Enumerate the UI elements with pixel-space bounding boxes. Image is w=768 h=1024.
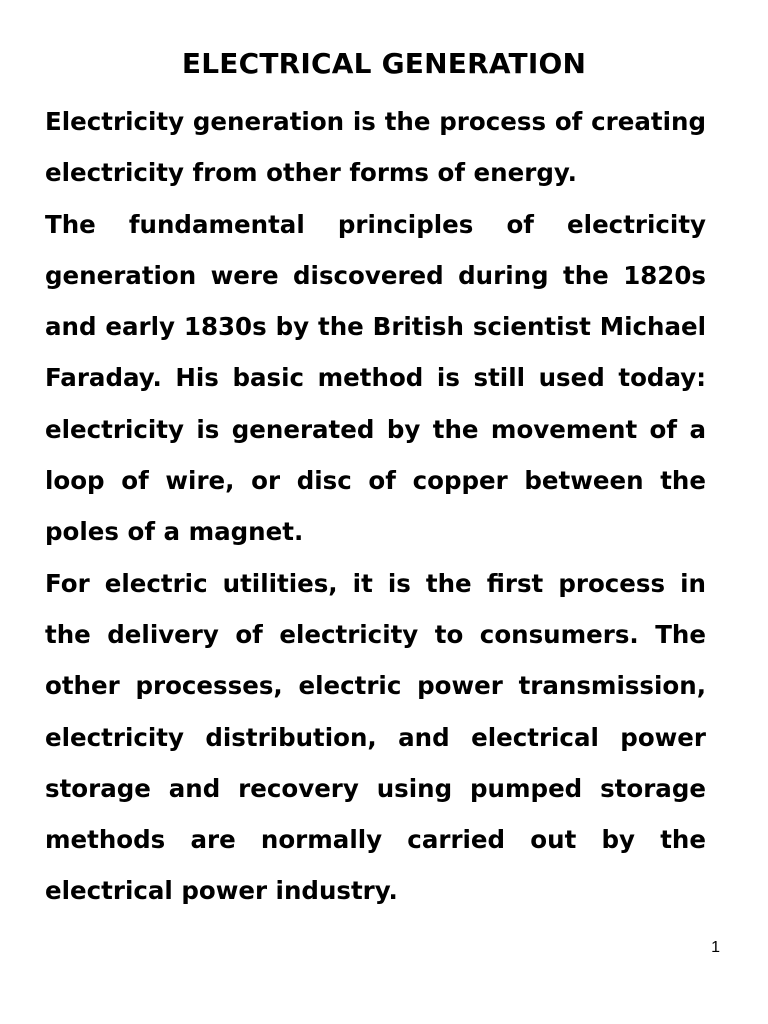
document-body xyxy=(45,96,706,917)
paragraph-definition: Electricity generation is the process of creating electricity from other forms of energy. xyxy=(45,107,706,188)
page-number: 1 xyxy=(711,939,720,956)
paragraph-faraday: The fundamental principles of electricity generation were discovered during the 1820s and early 1830s by the British scientist Michael Faraday. His basic method is still used today: electricity is generated by the movement of a loop of wire, or disc of copper between the poles of a magnet. xyxy=(45,209,706,547)
paragraph-utilities: For electric utilities, it is the first process in the delivery of electricity to consumers. The other processes, electric power transmission, electricity distribution, and electrical power storage and recovery using pumped storage methods are normally carried out by the electrical power industry. xyxy=(45,568,706,906)
page-title: ELECTRICAL GENERATION xyxy=(181,47,587,80)
